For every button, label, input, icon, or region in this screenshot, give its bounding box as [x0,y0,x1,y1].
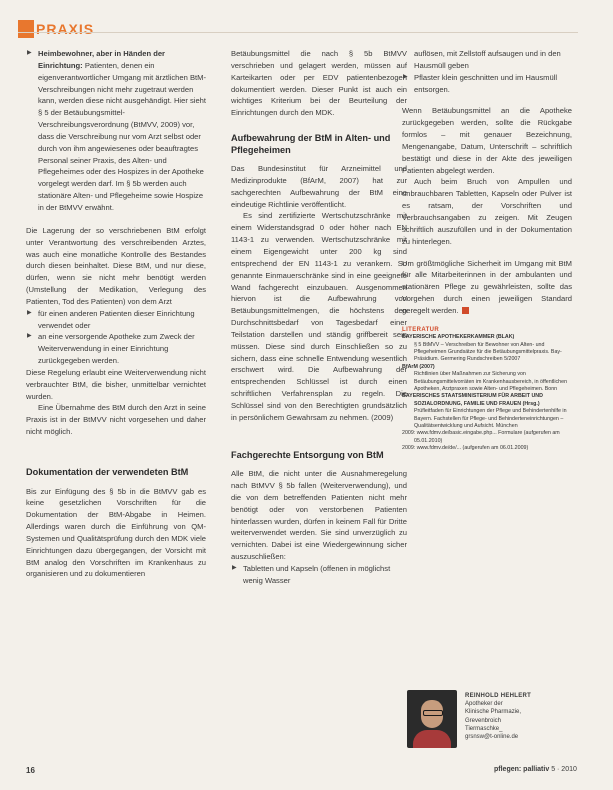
author-name: REINHOLD HEHLERT [465,693,532,699]
bullet-heimbewohner [26,48,206,214]
column-3 [402,48,572,453]
literature-author: BfArM (2007) [402,363,435,370]
paragraph-sicherheit [402,258,572,317]
header-rule [18,32,578,33]
sicherheit-text: Um größtmögliche Sicherheit im Umgang mit BtM für alle Mitarbeiterinnen in der ambulanten und stationären Pflege zu gewährleisten, sollte das Vorgehen durch einen jeweiligen Standard geregelt werden. [402,258,572,315]
section-title: PRAXIS [36,21,95,37]
literature-text: Prüfleitfaden für Einrichtungen der Pflege und Behindertenhilfe in Bayern. Fachstellen für Pflege- und Behinderteneinrichtungen – Qualitätsentwicklung und Aufsicht. München [414,408,567,429]
bullet-pflaster: ▶ Pflaster klein geschnitten und im Hausmüll entsorgen. [402,72,572,96]
author-box [407,690,572,750]
author-role: Apotheker der [465,701,503,708]
column-1 [26,48,206,580]
bullet-continuation: auflösen, mit Zellstoff aufsaugen und in den Hausmüll geben [414,49,561,70]
paragraph-dokumentation: Bis zur Einfügung des § 5b in die BtMVV gab es keine gesetzlichen Vorschriften für die Dokumentation der BtM-Abgabe in Heimen. Allerdings waren durch die Einführung von QM-Systemen und Qualitätsprüfung durch den MDK viele Einrichtungen dazu übergegangen, der Vorsicht mit BtM analog den Vorschriften im Krankenhaus zu organisieren und zu dokumentieren [26,486,206,579]
paragraph-bruch: Auch beim Bruch von Ampullen und unbrauchbaren Tabletten, Kapseln oder Pulver ist es ratsam, der Vorschriften und Verbrauchsangaben zu zeigen. Mit Zeugen schriftlich auszufüllen und in der Dokumentation zu hinterlegen. [402,177,572,246]
paragraph-entsorgung: Alle BtM, die nicht unter die Ausnahmeregelung nach BtMVV § 5b fallen (Weiterverwendung), und die von dem betreffenden Patienten nicht mehr benötigt oder von verstorbenen Patienten hinterlassen wurden, dürfen in keinem Fall für Dritte weiterverwendet werden. Sie sind unverzüglich zu vernichten. Dabei ist eine Wiedergewinnung sicher auszuschließen: [231,469,407,562]
bullet-anderen-patienten: ▶ für einen anderen Patienten dieser Einrichtung verwendet oder [26,308,206,332]
paragraph-uebernahme: Eine Übernahme des BtM durch den Arzt in seine Praxis ist in der BtMVV nicht vorgesehen und daher nicht möglich. [26,403,206,437]
author-photo [407,690,457,748]
bullet-text: Patienten, denen ein eigenverantwortlicher Umgang mit ärztlichen BtM-Verschreibungen nicht mehr zugetraut werden kann, werden diese nicht ausgehändigt. Hier sieht § 5 der Betäubungsmittel-Verschreibungsverordnung (BtMVV, 2009) vor, dass die Verschreibung nur vom Arzt selbst oder durch von ihm angewiesenes oder beauftragtes Personal seiner Praxis, des Alten- und Pflegeheimes oder des Hospizes in der Apotheke vorgelegt werden darf. Im § 5b werden auch stationäre Alten- und Pflegeheime sowie Hospize in der BtMVV erwähnt. [38,60,207,212]
section-marker [18,20,34,38]
bullet-tabletten: ▶ Tabletten und Kapseln (offenen in möglichst wenig Wasser [231,563,407,587]
end-mark [462,307,469,314]
column-2 [231,48,407,587]
photo-shirt [413,730,451,748]
literature-block [402,327,572,453]
literature-entry: 2009: www.fdmv.de/de/... (aufgerufen am 06.01.2009) [402,445,529,452]
literature-text: Richtlinien über Maßnahmen zur Sicherung von Betäubungsmittelvorräten im Krankenhausbereich, in öffentlichen Apotheken, Arztpraxen sowie Alten- und Pflegeheimen. Bonn [414,371,568,392]
heading-dokumentation: Dokumentation der verwendeten BtM [26,467,189,477]
wertschutz-citation: (2009) [371,412,394,422]
paragraph-karteikarten: Betäubungsmittel die nach § 5b BtMVV verschrieben und gelagert werden, müssen auf Karteikarten oder per EDV patientenbezogen dokumentiert werden. Dieser Punkt ist auch ein wichtiges Kriterium bei der Beurteilung der Einrichtungen durch den MDK. [231,49,407,118]
bullet-heading: Heimbewohner, aber in Händen der Einrichtung: [38,49,166,70]
bullet-apotheke: ▶ an eine versorgende Apotheke zum Zweck der Weiterverwendung in einer Einrichtung zurückgegeben werden. [26,331,206,367]
paragraph-bfarm: Das Bundesinstitut für Arzneimittel und Medizinprodukte (BfArM, 2007) hat zur sachgerechten Aufbewahrung der BtM eine eindeutige Richtlinie veröffentlicht. [231,164,407,209]
journal-name: pflegen: palliativ [494,766,550,773]
photo-face [421,700,443,728]
author-email[interactable]: grsnsw@t-online.de [465,734,519,741]
author-city: Grevenbroich [465,717,502,724]
author-address: Tiermaschke_ [465,725,503,732]
author-info [465,692,531,741]
literature-entry [402,364,572,394]
literature-text: § 5 BtMVV – Verschreiben für Bewohner von Alten- und Pflegeheimen Grundsätze für die Betäubungsmittelpraxis. Bay-Präsidium. Germering Rundschreiben 5/2007 [414,341,562,363]
literature-author: BAYERISCHE APOTHEKERKAMMER (BLAK) [402,334,515,341]
literature-heading: LITERATUR [402,326,440,333]
literature-entry [402,393,572,430]
heading-entsorgung: Fachgerechte Entsorgung von BtM [231,449,384,460]
literature-entry: 2009: www.fdmv.de/basic.eingabe.php... Formulare (aufgerufen am 05.01.2010) [402,430,560,444]
heading-aufbewahrung: Aufbewahrung der BtM in Alten- und Pflegeheimen [231,133,391,155]
literature-entry [402,334,572,364]
wertschutz-text: Es sind zertifizierte Wertschutzschränke mit einem Widerstandsgrad 0 oder höher nach EN 1143-1 zu verwenden. Wertschutzschränke mit einem Eigengewicht unter 200 kg sind entsprechend der EN 1143-1 zu verankern. So genannte Einmauerschränke sind in eine geeignete Wand fachgerecht einzubauen. Ausgenommen hiervon ist die Aufbewahrung von Betäubungsmittelmengen, die höchstens den Durchschnittsbedarf von Tagesbedarf einer Teilstation darstellen und ständig griffbereit sein müssen. Diese sind durch Einschließen so zu sichern, dass eine schnelle Entwendung wesentlich erschwert wird. Die Aufbewahrung der entsprechenden Schlüssel ist durch einen schriftlichen Verfahrensplan zu regeln. Die Schlüssel sind von den Berechtigten grundsätzlich in persönlichem Gewahrsam zu nehmen. [231,211,407,422]
journal-issue: 5 · 2010 [551,766,577,773]
page-number: 16 [26,766,35,775]
literature-author: BAYERISCHES STAATSMINISTERIUM FÜR ARBEIT UND SOZIALORDNUNG, FAMILIE UND FRAUEN (Hrsg.) [402,393,543,407]
paragraph-rueckgabe: Wenn Betäubungsmittel an die Apotheke zurückgegeben werden, sollte die Rückgabe formlos – mit genauer Bezeichnung, Mengenangabe, Datum, Unterschrift – schriftlich bestätigt und diese in der Akte des jeweiligen Patienten abgelegt werden. [402,106,572,175]
paragraph-regelung: Diese Regelung erlaubt eine Weiterverwendung nicht verbrauchter BtM, die bisher, unmittelbar vernichtet wurden. [26,367,206,401]
paragraph-lagerung: Die Lagerung der so verschriebenen BtM erfolgt unter Verantwortung des verschreibenden Arztes, was auch eine monatliche Kontrolle des Bestandes durch diesen beinhaltet. Diese BtM, und nur diese, dürfen, wenn sie nicht mehr benötigt werden (Umstellung der Medikation, Verlegung des Patienten, Tod des Patienten) von dem Arzt [26,225,206,306]
paragraph-wertschutz [231,210,407,423]
author-role: Klinische Pharmazie, [465,709,522,716]
footer-journal [494,766,577,773]
